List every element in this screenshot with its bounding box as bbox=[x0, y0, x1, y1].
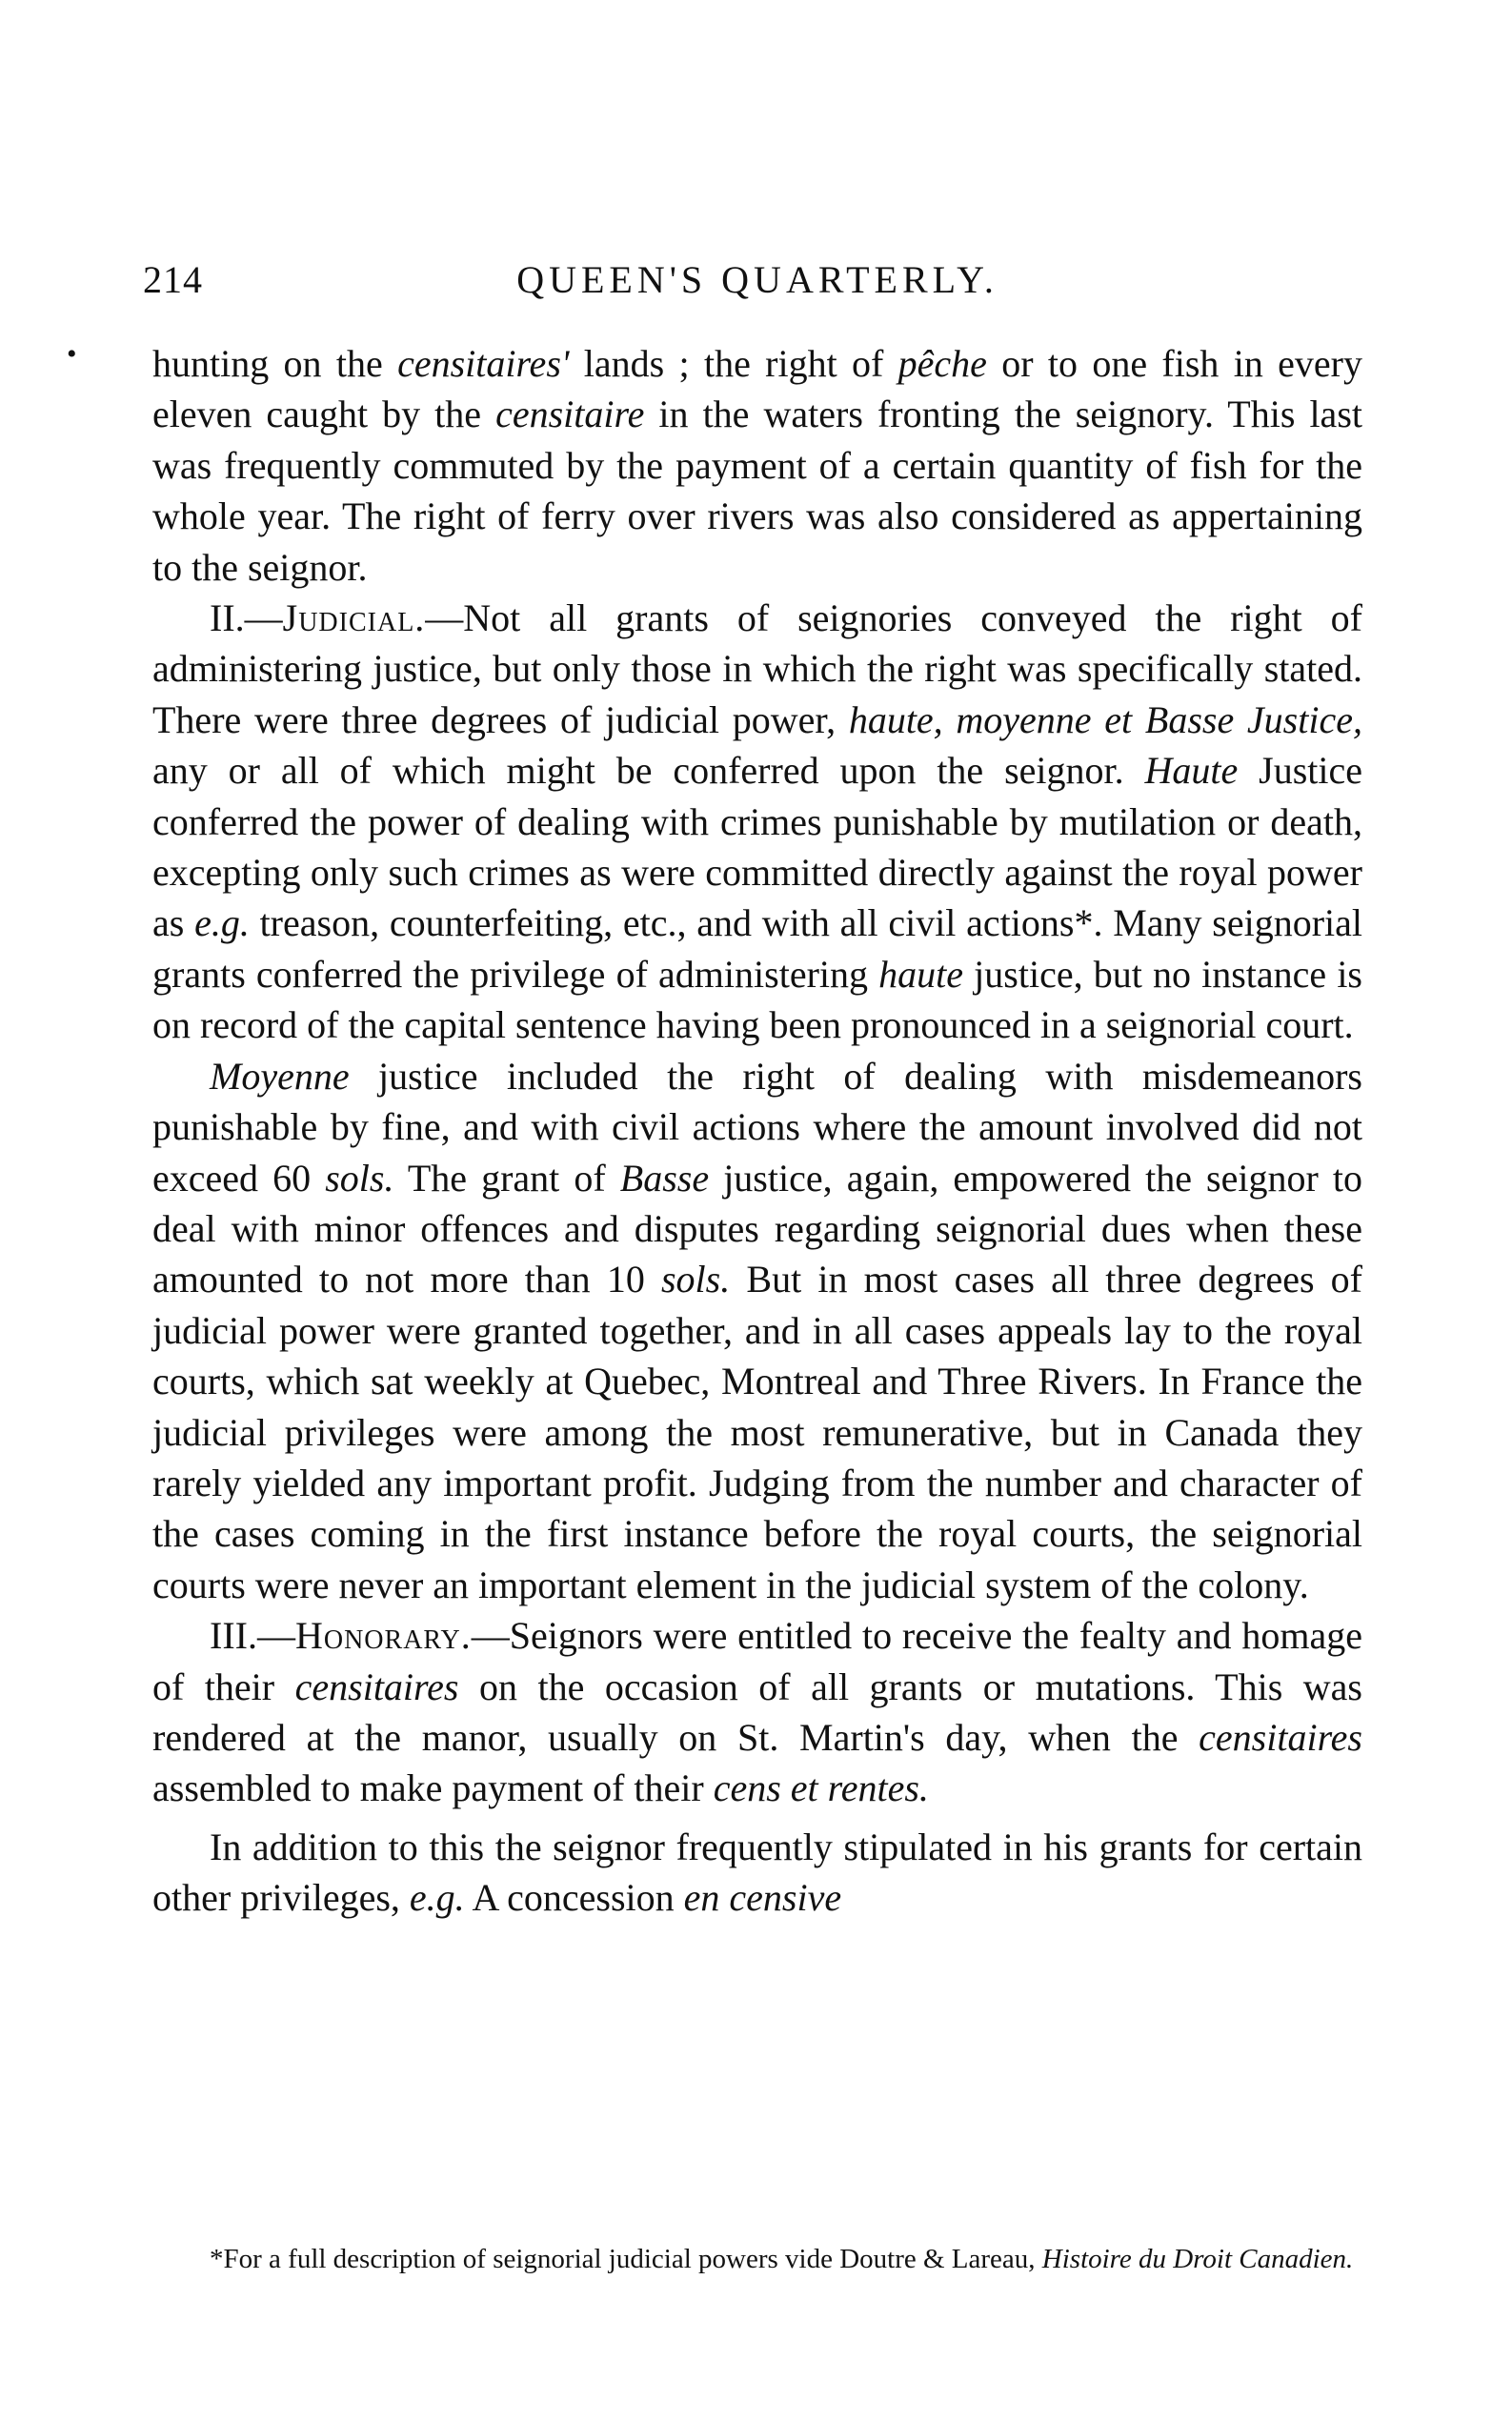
text-run: justice included the right of dealing with misdemeanors punishable by fine, and with civil actions where the amount involved did not exceed 60 bbox=[152, 1054, 1362, 1200]
italic-text: e.g. bbox=[194, 901, 250, 945]
italic-text: sols. bbox=[660, 1258, 731, 1301]
text-run: assembled to make payment of their bbox=[152, 1766, 714, 1810]
text-run: justice, but no instance is on record of the capital sentence having been pronounced in a seignorial court. bbox=[152, 952, 1363, 1047]
body-text bbox=[152, 338, 1362, 1924]
text-run: Justice conferred the power of dealing with crimes punishable by mutilation or death, excepting only such crimes as were committed directly against the royal power as bbox=[152, 749, 1362, 945]
text-run: on the occasion of all grants or mutations. This was rendered at the manor, usually on St. Martin's day, when the bbox=[152, 1664, 1362, 1759]
text-run: lands ; the right of bbox=[569, 342, 898, 385]
page-number: 214 bbox=[143, 258, 203, 301]
text-run: in the waters fronting the seignory. This last was frequently commuted by the payment of a certain quantity of fish for the whole year. The right of ferry over rivers was also considered as appertaining to the seignor. bbox=[152, 393, 1362, 589]
text-run: any or all of which might be conferred upon the seignor. bbox=[152, 749, 1145, 793]
italic-text: haute bbox=[878, 952, 964, 996]
italic-text: censitaire bbox=[495, 393, 645, 436]
section-heading: Honorary. bbox=[294, 1614, 472, 1658]
text-run: —Not all grants of seignories conveyed the right of administering justice, but only those in which the right was specifically stated. There were three degrees of judicial power, bbox=[152, 596, 1362, 741]
text-run: The grant of bbox=[393, 1156, 620, 1200]
paragraph bbox=[152, 1822, 1362, 1924]
italic-text: Histoire du Droit Canadien. bbox=[1041, 2244, 1354, 2274]
footnote bbox=[152, 2241, 1362, 2277]
italic-text: sols. bbox=[325, 1156, 394, 1200]
footnote-text bbox=[152, 2241, 1362, 2277]
text-run: hunting on the bbox=[152, 342, 398, 385]
italic-text: Basse bbox=[619, 1156, 710, 1200]
text-run: justice, again, empowered the seignor to deal with minor offences and disputes regarding seignorial dues when these amounted to not more than 10 bbox=[152, 1156, 1362, 1301]
text-run: II.— bbox=[210, 596, 283, 640]
section-heading: Judicial. bbox=[282, 596, 426, 640]
italic-text: pêche bbox=[897, 342, 987, 385]
italic-text: haute, moyenne et Basse Justice, bbox=[848, 697, 1362, 741]
margin-mark: • bbox=[67, 338, 77, 370]
paragraph bbox=[152, 1051, 1362, 1610]
text-run: or to one fish in every eleven caught by the bbox=[152, 342, 1362, 436]
text-run: A concession bbox=[464, 1876, 684, 1920]
italic-text: Moyenne bbox=[210, 1054, 350, 1098]
paragraph bbox=[152, 1610, 1362, 1814]
page-header bbox=[143, 257, 1372, 314]
paragraph bbox=[152, 338, 1362, 593]
text-run: In addition to this the seignor frequently stipulated in his grants for certain other privileges, bbox=[152, 1825, 1362, 1920]
italic-text: cens et rentes. bbox=[713, 1766, 929, 1810]
running-title: QUEEN'S QUARTERLY. bbox=[516, 258, 998, 301]
text-run: *For a full description of seignorial judicial powers vide Doutre & Lareau, bbox=[210, 2244, 1042, 2274]
italic-text: en censive bbox=[683, 1876, 842, 1920]
text-run: treason, counterfeiting, etc., and with all civil actions*. Many seignorial grants conferred the privilege of administering bbox=[152, 901, 1362, 996]
paragraph bbox=[152, 593, 1362, 1051]
text-run: III.— bbox=[210, 1614, 295, 1658]
italic-text: censitaires bbox=[1199, 1715, 1362, 1759]
text-run: —Seignors were entitled to receive the fealty and homage of their bbox=[152, 1614, 1362, 1708]
italic-text: censitaires' bbox=[397, 342, 570, 385]
text-run: But in most cases all three degrees of judicial power were granted together, and in all cases appeals lay to the royal courts, which sat weekly at Quebec, Montreal and Three Rivers. In France the judicial privileges were among the most remunerative, but in Canada they rarely yielded any important profit. Judging from the number and character of the cases coming in the first instance before the royal courts, the seignorial courts were never an important element in the judicial system of the colony. bbox=[152, 1258, 1363, 1606]
italic-text: censitaires bbox=[294, 1664, 459, 1708]
italic-text: Haute bbox=[1144, 749, 1239, 793]
italic-text: e.g. bbox=[409, 1876, 465, 1920]
